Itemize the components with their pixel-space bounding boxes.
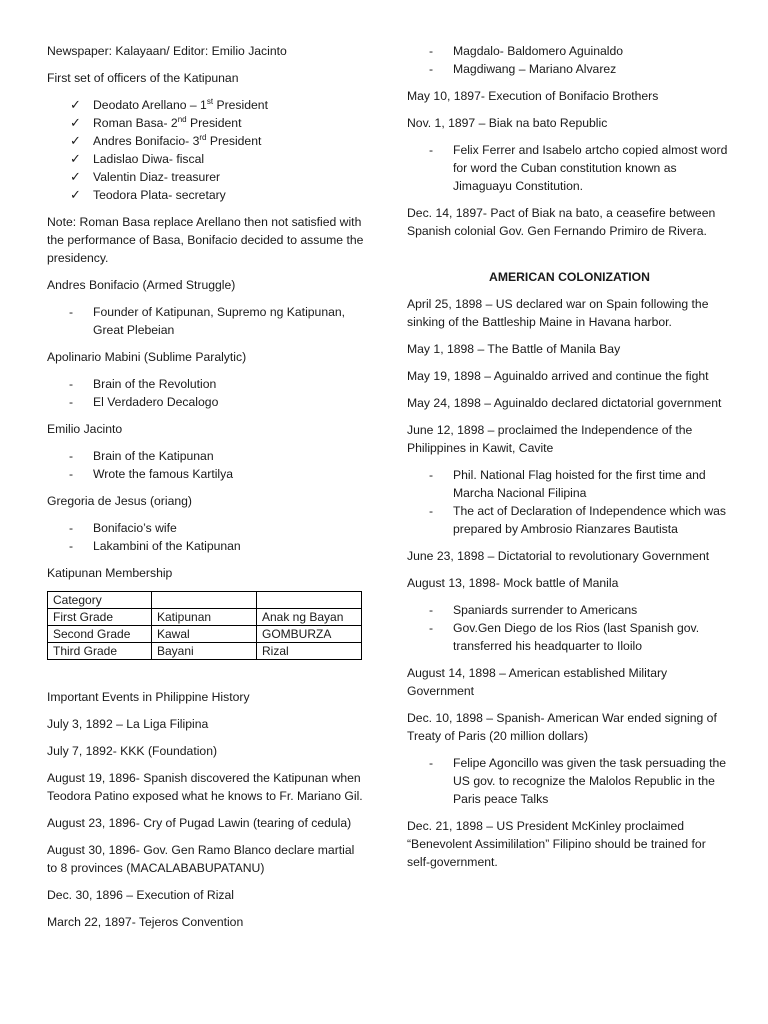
officer-item: ✓ Andres Bonifacio- 3rd President	[70, 132, 262, 148]
event-entry: Dec. 21, 1898 – US President McKinley proclaimed “Benevolent Assimililation” Filipino should be trained for self-government.	[407, 819, 706, 869]
section-heading: AMERICAN COLONIZATION	[489, 270, 650, 284]
officer-item: ✓ Deodato Arellano – 1st President	[70, 96, 268, 112]
event-sublist	[407, 601, 732, 655]
person-heading: Apolinario Mabini (Sublime Paralytic)	[47, 350, 247, 364]
event-entry: Dec. 10, 1898 – Spanish- American War ended signing of Treaty of Paris (20 million dollars)	[407, 711, 717, 743]
event-entry: May 24, 1898 – Aguinaldo declared dictatorial government	[407, 396, 722, 410]
event-entry: August 14, 1898 – American established Military Government	[407, 666, 668, 698]
event-entry: August 23, 1896- Cry of Pugad Lawin (tearing of cedula)	[47, 816, 352, 830]
list-item: - Lakambini of the Katipunan	[47, 537, 367, 555]
list-item: - Gov.Gen Diego de los Rios (last Spanish gov. transferred his headquarter to Iloilo	[407, 619, 732, 655]
person-list	[47, 447, 367, 483]
right-column	[407, 42, 732, 880]
membership-heading: Katipunan Membership	[47, 566, 173, 580]
checkmark-icon: ✓	[70, 151, 81, 166]
checkmark-icon: ✓	[70, 97, 81, 112]
list-item: - Wrote the famous Kartilya	[47, 465, 367, 483]
list-item: - Felipe Agoncillo was given the task persuading the US gov. to recognize the Malolos Republic in the Paris peace Talks	[407, 754, 732, 808]
event-entry: May 1, 1898 – The Battle of Manila Bay	[407, 342, 621, 356]
officer-item: ✓ Teodora Plata- secretary	[70, 187, 226, 202]
event-entry: August 19, 1896- Spanish discovered the Katipunan when Teodora Patino exposed what he knows to Fr. Mariano Gil.	[47, 771, 363, 803]
event-entry: April 25, 1898 – US declared war on Spain following the sinking of the Battleship Maine in Havana harbor.	[407, 297, 709, 329]
officer-item: ✓ Roman Basa- 2nd President	[70, 114, 242, 130]
event-sublist	[407, 466, 732, 538]
note-paragraph: Note: Roman Basa replace Arellano then not satisfied with the performance of Basa, Bonifacio decided to assume the presidency.	[47, 215, 364, 265]
table-cell: First Grade	[48, 609, 152, 626]
officer-item: ✓ Valentin Diaz- treasurer	[70, 169, 221, 184]
event-sublist	[407, 754, 732, 808]
checkmark-icon: ✓	[70, 169, 81, 184]
list-item: - Bonifacio’s wife	[47, 519, 367, 537]
table-row	[48, 643, 362, 660]
checkmark-icon: ✓	[70, 133, 81, 148]
event-entry: August 30, 1896- Gov. Gen Ramo Blanco declare martial to 8 provinces (MACALABABUPATANU)	[47, 843, 355, 875]
table-cell: Third Grade	[48, 643, 152, 660]
event-entry: June 23, 1898 – Dictatorial to revolutionary Government	[407, 549, 710, 563]
newspaper-line: Newspaper: Kalayaan/ Editor: Emilio Jacinto	[47, 44, 287, 58]
person-heading: Andres Bonifacio (Armed Struggle)	[47, 278, 236, 292]
event-sublist	[407, 141, 732, 195]
event-entry: Nov. 1, 1897 – Biak na bato Republic	[407, 116, 608, 130]
events-heading: Important Events in Philippine History	[47, 690, 250, 704]
table-row	[48, 609, 362, 626]
table-cell	[257, 592, 362, 609]
list-item: - Brain of the Katipunan	[47, 447, 367, 465]
table-cell: Anak ng Bayan	[257, 609, 362, 626]
event-entry: June 12, 1898 – proclaimed the Independence of the Philippines in Kawit, Cavite	[407, 423, 693, 455]
checkmark-icon: ✓	[70, 187, 81, 202]
officers-heading: First set of officers of the Katipunan	[47, 71, 239, 85]
table-cell: GOMBURZA	[257, 626, 362, 643]
event-entry: Dec. 30, 1896 – Execution of Rizal	[47, 888, 234, 902]
table-cell: Rizal	[257, 643, 362, 660]
list-item: - Founder of Katipunan, Supremo ng Katipunan, Great Plebeian	[47, 303, 367, 339]
person-heading: Emilio Jacinto	[47, 422, 123, 436]
tejeros-list	[407, 42, 732, 78]
officer-item: ✓ Ladislao Diwa- fiscal	[70, 151, 205, 166]
person-list	[47, 303, 367, 339]
table-row	[48, 626, 362, 643]
person-list	[47, 375, 367, 411]
list-item: - Felix Ferrer and Isabelo artcho copied almost word for word the Cuban constitution known as Jimaguayu Constitution.	[407, 141, 732, 195]
table-cell: Bayani	[152, 643, 257, 660]
event-entry: August 13, 1898- Mock battle of Manila	[407, 576, 619, 590]
list-item: - Brain of the Revolution	[47, 375, 367, 393]
list-item: - El Verdadero Decalogo	[47, 393, 367, 411]
event-entry: May 19, 1898 – Aguinaldo arrived and continue the fight	[407, 369, 709, 383]
table-cell: Second Grade	[48, 626, 152, 643]
table-cell: Kawal	[152, 626, 257, 643]
table-cell: Category	[48, 592, 152, 609]
list-item: - Magdiwang – Mariano Alvarez	[407, 60, 732, 78]
table-cell	[152, 592, 257, 609]
list-item: - Spaniards surrender to Americans	[407, 601, 732, 619]
checkmark-icon: ✓	[70, 115, 81, 130]
event-entry: Dec. 14, 1897- Pact of Biak na bato, a ceasefire between Spanish colonial Gov. Gen Fernando Primiro de Rivera.	[407, 206, 716, 238]
event-entry: March 22, 1897- Tejeros Convention	[47, 915, 244, 929]
list-item: - Phil. National Flag hoisted for the first time and Marcha Nacional Filipina	[407, 466, 732, 502]
membership-table	[47, 591, 362, 660]
person-heading: Gregoria de Jesus (oriang)	[47, 494, 192, 508]
person-list	[47, 519, 367, 555]
event-entry: May 10, 1897- Execution of Bonifacio Brothers	[407, 89, 659, 103]
table-row	[48, 592, 362, 609]
list-item: - The act of Declaration of Independence which was prepared by Ambrosio Rianzares Bautista	[407, 502, 732, 538]
table-cell: Katipunan	[152, 609, 257, 626]
officers-list	[47, 96, 367, 204]
event-entry: July 3, 1892 – La Liga Filipina	[47, 717, 209, 731]
list-item: - Magdalo- Baldomero Aguinaldo	[407, 42, 732, 60]
event-entry: July 7, 1892- KKK (Foundation)	[47, 744, 218, 758]
left-column	[47, 42, 367, 940]
